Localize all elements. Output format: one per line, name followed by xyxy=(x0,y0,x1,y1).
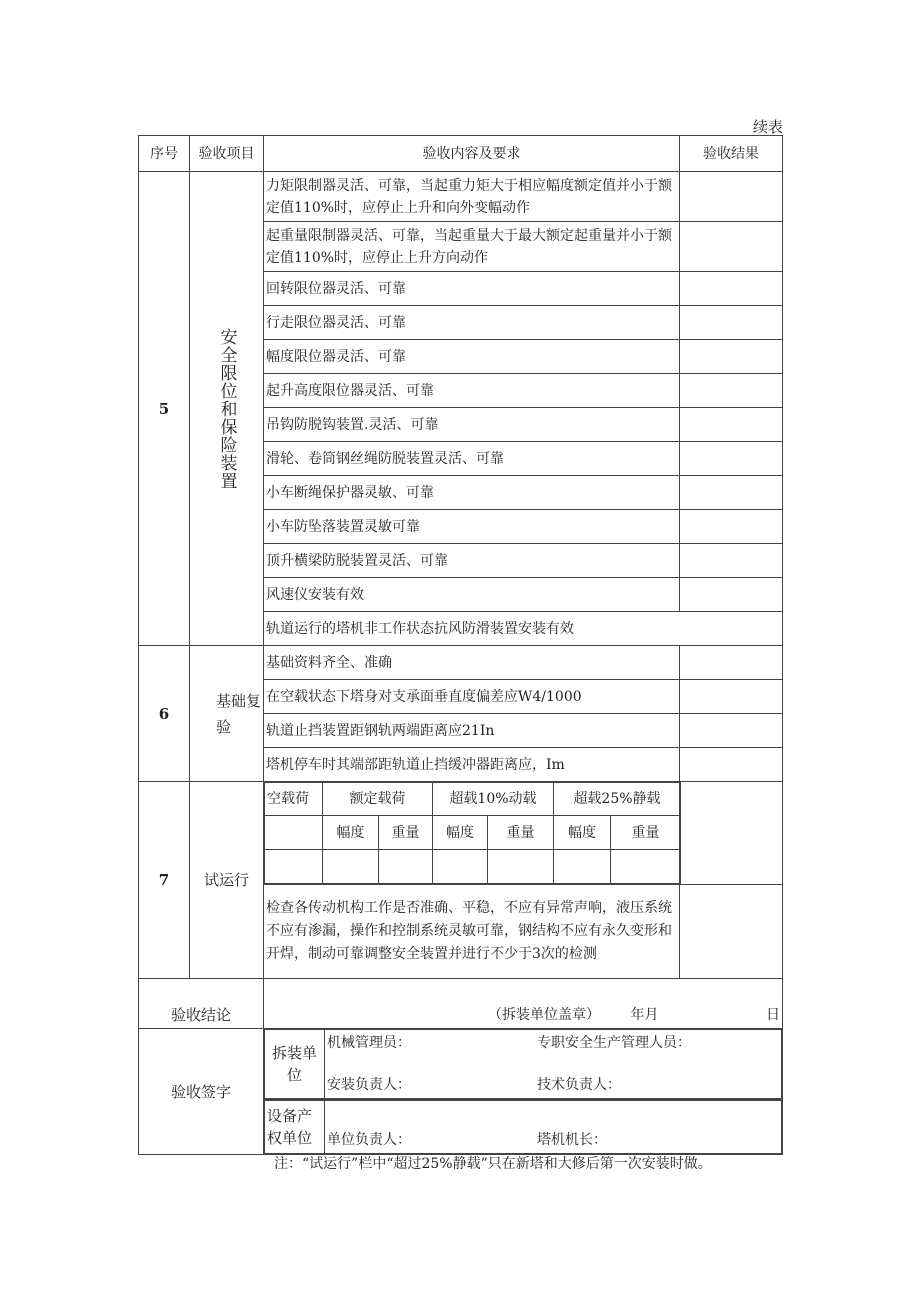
s5-result-4[interactable] xyxy=(680,306,783,340)
installer-signatures[interactable] xyxy=(325,1030,782,1099)
technical-lead-label: 技术负责人： xyxy=(537,1077,621,1093)
load-value-row xyxy=(265,850,681,884)
header-no: 序号 xyxy=(139,136,190,172)
owner-signatures[interactable] xyxy=(325,1101,782,1154)
conclusion-row xyxy=(139,979,783,1029)
s5-result-5[interactable] xyxy=(680,340,783,374)
owner-label: 设备产权单位 xyxy=(265,1101,325,1154)
s5-content-1: 力矩限制器灵活、可靠，当起重力矩大于相应幅度额定值并小于额定值110%时，应停止上升和向外变幅动作 xyxy=(264,172,680,222)
load-blank xyxy=(265,816,323,850)
s5-result-9[interactable] xyxy=(680,476,783,510)
s7-no: 7 xyxy=(139,782,190,979)
load-empty: 空载荷 xyxy=(265,783,323,816)
s6-result-2[interactable] xyxy=(680,680,783,714)
s7-result-1[interactable] xyxy=(680,782,783,885)
s6-row xyxy=(139,646,783,680)
s5-item: 安全限位和保险装置 xyxy=(216,327,237,490)
s6-content-1: 基础资料齐全、准确 xyxy=(264,646,680,680)
installer-label: 拆装单位 xyxy=(265,1030,325,1099)
conclusion-label: 验收结论 xyxy=(139,979,264,1029)
load-rated: 额定载荷 xyxy=(323,783,433,816)
s5-item-cell xyxy=(190,172,264,646)
crane-captain-label: 塔机机长： xyxy=(537,1132,607,1148)
value-amplitude-2[interactable] xyxy=(433,850,488,884)
load-sub-header-row xyxy=(265,816,681,850)
safety-manager-label: 专职安全生产管理人员： xyxy=(537,1035,691,1051)
year-month-text: 年月 xyxy=(630,1007,659,1023)
seal-text: （拆装单位盖章） xyxy=(488,1007,600,1023)
sub-amplitude-2: 幅度 xyxy=(433,816,488,850)
s7-load-row xyxy=(139,782,783,885)
owner-table xyxy=(264,1100,782,1154)
continued-label: 续表 xyxy=(752,118,783,136)
s6-content-2: 在空载状态下塔身对支承面垂直度偏差应W4/1000 xyxy=(264,680,680,714)
value-weight-2[interactable] xyxy=(488,850,554,884)
value-weight-3[interactable] xyxy=(611,850,681,884)
s7-item: 试运行 xyxy=(190,782,264,979)
signature-row-installer xyxy=(139,1029,783,1100)
s5-result-10[interactable] xyxy=(680,510,783,544)
sub-amplitude-1: 幅度 xyxy=(323,816,379,850)
s6-result-3[interactable] xyxy=(680,714,783,748)
s5-result-8[interactable] xyxy=(680,442,783,476)
s5-content-9: 小车断绳保护器灵敏、可靠 xyxy=(264,476,680,510)
s7-load-cell xyxy=(264,782,680,885)
day-text: 日 xyxy=(766,1007,780,1023)
s5-result-12[interactable] xyxy=(680,578,783,612)
header-content: 验收内容及要求 xyxy=(264,136,680,172)
header-item: 验收项目 xyxy=(190,136,264,172)
value-empty-load[interactable] xyxy=(265,850,323,884)
s5-content-7: 吊钩防脱钩装置.灵活、可靠 xyxy=(264,408,680,442)
s5-result-3[interactable] xyxy=(680,272,783,306)
s6-result-1[interactable] xyxy=(680,646,783,680)
s7-result-2[interactable] xyxy=(680,885,783,979)
value-amplitude-3[interactable] xyxy=(554,850,611,884)
s6-item: 基础复验 xyxy=(190,646,264,782)
load-header-row xyxy=(265,783,681,816)
footnote: 注：“试运行”栏中“超过25%静载”只在新塔和大修后第一次安装时做。 xyxy=(274,1156,712,1172)
s5-content-10: 小车防坠落装置灵敏可靠 xyxy=(264,510,680,544)
owner-sign-cell xyxy=(264,1100,783,1155)
s5-content-3: 回转限位器灵活、可靠 xyxy=(264,272,680,306)
installer-sign-cell xyxy=(264,1029,783,1100)
s5-result-6[interactable] xyxy=(680,374,783,408)
s6-content-3: 轨道止挡装置距钢轨两端距离应21In xyxy=(264,714,680,748)
header-row xyxy=(139,136,783,172)
s6-content-4: 塔机停车时其端部距轨道止挡缓冲器距离应，Im xyxy=(264,748,680,782)
unit-lead-label: 单位负责人： xyxy=(327,1132,411,1148)
s5-content-11: 顶升横梁防脱装置灵活、可靠 xyxy=(264,544,680,578)
s5-result-2[interactable] xyxy=(680,222,783,272)
installer-table xyxy=(264,1029,782,1099)
load-table xyxy=(264,782,681,884)
s5-row xyxy=(139,172,783,222)
sub-weight-2: 重量 xyxy=(488,816,554,850)
value-weight-1[interactable] xyxy=(379,850,433,884)
acceptance-table xyxy=(138,135,783,1155)
s5-no: 5 xyxy=(139,172,190,646)
signature-label: 验收签字 xyxy=(139,1029,264,1155)
s5-content-5: 幅度限位器灵活、可靠 xyxy=(264,340,680,374)
s6-result-4[interactable] xyxy=(680,748,783,782)
s5-result-7[interactable] xyxy=(680,408,783,442)
s5-content-13: 轨道运行的塔机非工作状态抗风防滑装置安装有效 xyxy=(264,612,783,646)
installation-lead-label: 安装负责人： xyxy=(327,1077,411,1093)
s5-content-8: 滑轮、卷筒钢丝绳防脱装置灵活、可靠 xyxy=(264,442,680,476)
s5-content-4: 行走限位器灵活、可靠 xyxy=(264,306,680,340)
sub-weight-3: 重量 xyxy=(611,816,681,850)
s5-content-12: 风速仪安装有效 xyxy=(264,578,680,612)
s7-check-text: 检查各传动机构工作是否准确、平稳，不应有异常声响，液压系统不应有渗漏，操作和控制系统灵敏可靠，钢结构不应有永久变形和开焊，制动可靠调整安全装置并进行不少于3次的检测 xyxy=(264,885,680,979)
s5-content-6: 起升高度限位器灵活、可靠 xyxy=(264,374,680,408)
s6-no: 6 xyxy=(139,646,190,782)
header-result: 验收结果 xyxy=(680,136,783,172)
load-overload-10: 超载10%动载 xyxy=(433,783,554,816)
load-overload-25: 超载25%静载 xyxy=(554,783,681,816)
s5-result-11[interactable] xyxy=(680,544,783,578)
sub-amplitude-3: 幅度 xyxy=(554,816,611,850)
mechanical-manager-label: 机械管理员： xyxy=(327,1035,411,1051)
conclusion-cell[interactable] xyxy=(264,979,783,1029)
s5-result-1[interactable] xyxy=(680,172,783,222)
value-amplitude-1[interactable] xyxy=(323,850,379,884)
sub-weight-1: 重量 xyxy=(379,816,433,850)
s5-content-2: 起重量限制器灵活、可靠，当起重量大于最大额定起重量并小于额定值110%时，应停止上升方向动作 xyxy=(264,222,680,272)
